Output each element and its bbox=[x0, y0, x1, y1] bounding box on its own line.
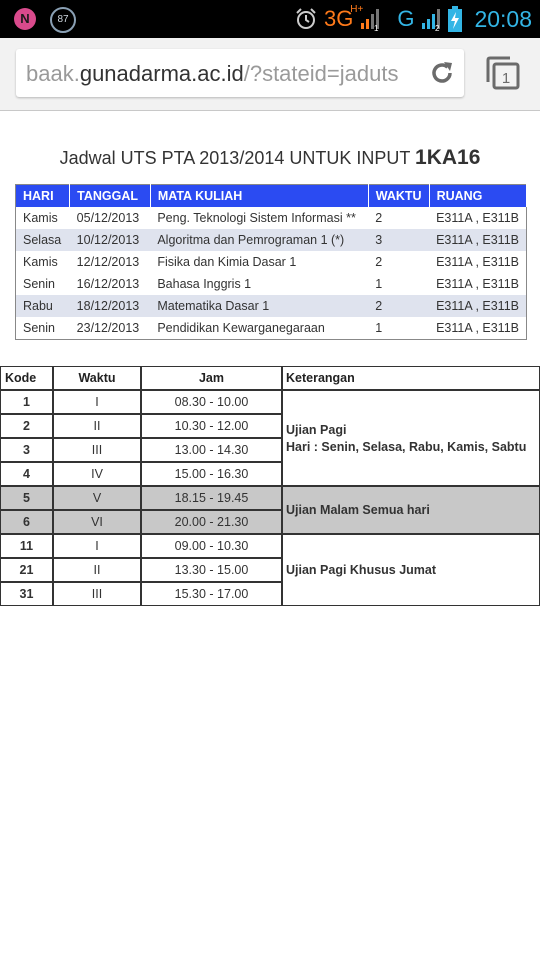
cell-kode: 3 bbox=[0, 438, 53, 462]
kode-header-row bbox=[0, 366, 540, 390]
table-row bbox=[0, 534, 540, 558]
cell-hari: Senin bbox=[23, 277, 55, 291]
cell-mata-kuliah: Peng. Teknologi Sistem Informasi ** bbox=[157, 211, 356, 225]
cell-waktu: IV bbox=[53, 462, 141, 486]
table-row bbox=[16, 229, 527, 251]
table-row bbox=[16, 251, 527, 273]
cell-keterangan-jumat: Ujian Pagi Khusus Jumat bbox=[282, 534, 540, 606]
alarm-icon bbox=[294, 7, 318, 31]
cell-hari: Senin bbox=[23, 321, 55, 335]
cell-hari: Rabu bbox=[16, 295, 70, 317]
cell-ruang: E311A , E311B bbox=[436, 277, 519, 291]
cell-waktu: 3 bbox=[368, 229, 429, 251]
cell-tanggal: 16/12/2013 bbox=[76, 277, 140, 291]
cell-kode: 11 bbox=[0, 534, 53, 558]
cell-jam: 08.30 - 10.00 bbox=[141, 390, 282, 414]
sim1-label: 1 bbox=[374, 24, 379, 31]
table-row bbox=[16, 295, 527, 317]
cell-waktu: II bbox=[53, 558, 141, 582]
cell-hari: Kamis bbox=[23, 211, 58, 225]
cell-hari: Kamis bbox=[23, 255, 58, 269]
cell-kode: 21 bbox=[0, 558, 53, 582]
cell-ruang: E311A , E311B bbox=[429, 229, 526, 251]
cell-kode: 6 bbox=[0, 510, 53, 534]
cell-waktu: I bbox=[53, 390, 141, 414]
tab-count: 1 bbox=[501, 70, 511, 87]
cell-jam: 15.00 - 16.30 bbox=[141, 462, 282, 486]
header-tanggal: TANGGAL bbox=[70, 185, 151, 208]
address-bar[interactable] bbox=[16, 49, 464, 97]
cell-jam: 09.00 - 10.30 bbox=[141, 534, 282, 558]
status-bar bbox=[0, 0, 540, 38]
reload-icon[interactable] bbox=[428, 59, 456, 87]
cell-ruang: E311A , E311B bbox=[436, 321, 519, 335]
cell-ruang: E311A , E311B bbox=[429, 295, 526, 317]
title-class-code: 1KA16 bbox=[415, 146, 481, 169]
cell-tanggal: 23/12/2013 bbox=[76, 321, 140, 335]
header-ruang: RUANG bbox=[429, 185, 526, 208]
cell-waktu: III bbox=[53, 582, 141, 606]
cell-kode: 31 bbox=[0, 582, 53, 606]
cell-tanggal: 18/12/2013 bbox=[70, 295, 151, 317]
header-waktu: Waktu bbox=[53, 366, 141, 390]
cell-keterangan-pagi bbox=[282, 390, 540, 486]
table-row bbox=[16, 207, 527, 229]
cell-keterangan-malam: Ujian Malam Semua hari bbox=[282, 486, 540, 534]
signal-2-icon bbox=[420, 7, 442, 31]
browser-toolbar bbox=[0, 38, 540, 111]
cell-mata-kuliah: Bahasa Inggris 1 bbox=[157, 277, 252, 291]
cell-waktu: 2 bbox=[375, 211, 383, 225]
cell-waktu: VI bbox=[53, 510, 141, 534]
keterangan-pagi-days: Hari : Senin, Selasa, Rabu, Kamis, Sabtu bbox=[286, 439, 527, 454]
cell-mata-kuliah: Matematika Dasar 1 bbox=[150, 295, 368, 317]
url-text[interactable] bbox=[26, 61, 416, 87]
table-row bbox=[16, 273, 527, 295]
header-waktu: WAKTU bbox=[368, 185, 429, 208]
network-g-label: G bbox=[397, 6, 415, 31]
network-type-text: 3G bbox=[323, 6, 354, 31]
time-code-table bbox=[0, 366, 540, 606]
notification-n-icon bbox=[14, 8, 36, 30]
cell-jam: 13.00 - 14.30 bbox=[141, 438, 282, 462]
cell-jam: 15.30 - 17.00 bbox=[141, 582, 282, 606]
schedule-header-row bbox=[16, 185, 527, 208]
exam-schedule-table bbox=[15, 184, 527, 340]
cell-hari: Selasa bbox=[16, 229, 70, 251]
header-hari: HARI bbox=[16, 185, 70, 208]
sim2-label: 2 bbox=[435, 24, 440, 31]
table-row bbox=[0, 486, 540, 510]
cell-mata-kuliah: Fisika dan Kimia Dasar 1 bbox=[157, 255, 297, 269]
header-kode: Kode bbox=[0, 366, 53, 390]
title-text: Jadwal UTS PTA 2013/2014 UNTUK INPUT bbox=[59, 148, 416, 168]
cell-kode: 5 bbox=[0, 486, 53, 510]
battery-charging-icon bbox=[448, 6, 462, 32]
cell-tanggal: 05/12/2013 bbox=[76, 211, 140, 225]
clock: 20:08 bbox=[474, 5, 532, 32]
network-hplus-label: H+ bbox=[350, 4, 364, 15]
cell-waktu: II bbox=[53, 414, 141, 438]
cell-waktu: 1 bbox=[375, 321, 383, 335]
cell-jam: 10.30 - 12.00 bbox=[141, 414, 282, 438]
cell-mata-kuliah: Algoritma dan Pemrograman 1 (*) bbox=[150, 229, 368, 251]
notification-n-letter: N bbox=[20, 11, 30, 26]
tabs-switcher-icon[interactable] bbox=[486, 56, 520, 90]
status-icons bbox=[294, 0, 532, 38]
cell-waktu: V bbox=[53, 486, 141, 510]
url-host: gunadarma.ac.id bbox=[79, 61, 244, 86]
cell-waktu: 1 bbox=[375, 277, 383, 291]
cell-jam: 18.15 - 19.45 bbox=[141, 486, 282, 510]
network-type-label bbox=[323, 4, 364, 32]
cell-waktu: 2 bbox=[368, 295, 429, 317]
notification-count-badge: 87 bbox=[50, 7, 76, 33]
page-title bbox=[0, 146, 540, 170]
cell-kode: 4 bbox=[0, 462, 53, 486]
cell-waktu: 2 bbox=[375, 255, 383, 269]
cell-kode: 2 bbox=[0, 414, 53, 438]
cell-kode: 1 bbox=[0, 390, 53, 414]
cell-ruang: E311A , E311B bbox=[436, 255, 519, 269]
table-row bbox=[16, 317, 527, 340]
url-prefix: baak. bbox=[26, 61, 80, 86]
cell-jam: 13.30 - 15.00 bbox=[141, 558, 282, 582]
header-jam: Jam bbox=[141, 366, 282, 390]
cell-tanggal: 10/12/2013 bbox=[70, 229, 151, 251]
cell-jam: 20.00 - 21.30 bbox=[141, 510, 282, 534]
cell-mata-kuliah: Pendidikan Kewarganegaraan bbox=[157, 321, 325, 335]
table-row bbox=[0, 390, 540, 414]
cell-waktu: I bbox=[53, 534, 141, 558]
cell-waktu: III bbox=[53, 438, 141, 462]
header-mata-kuliah: MATA KULIAH bbox=[150, 185, 368, 208]
cell-tanggal: 12/12/2013 bbox=[76, 255, 140, 269]
keterangan-pagi-title: Ujian Pagi bbox=[286, 422, 347, 437]
header-keterangan: Keterangan bbox=[282, 366, 540, 390]
cell-ruang: E311A , E311B bbox=[436, 211, 519, 225]
url-path: /?stateid=jaduts bbox=[243, 61, 399, 86]
